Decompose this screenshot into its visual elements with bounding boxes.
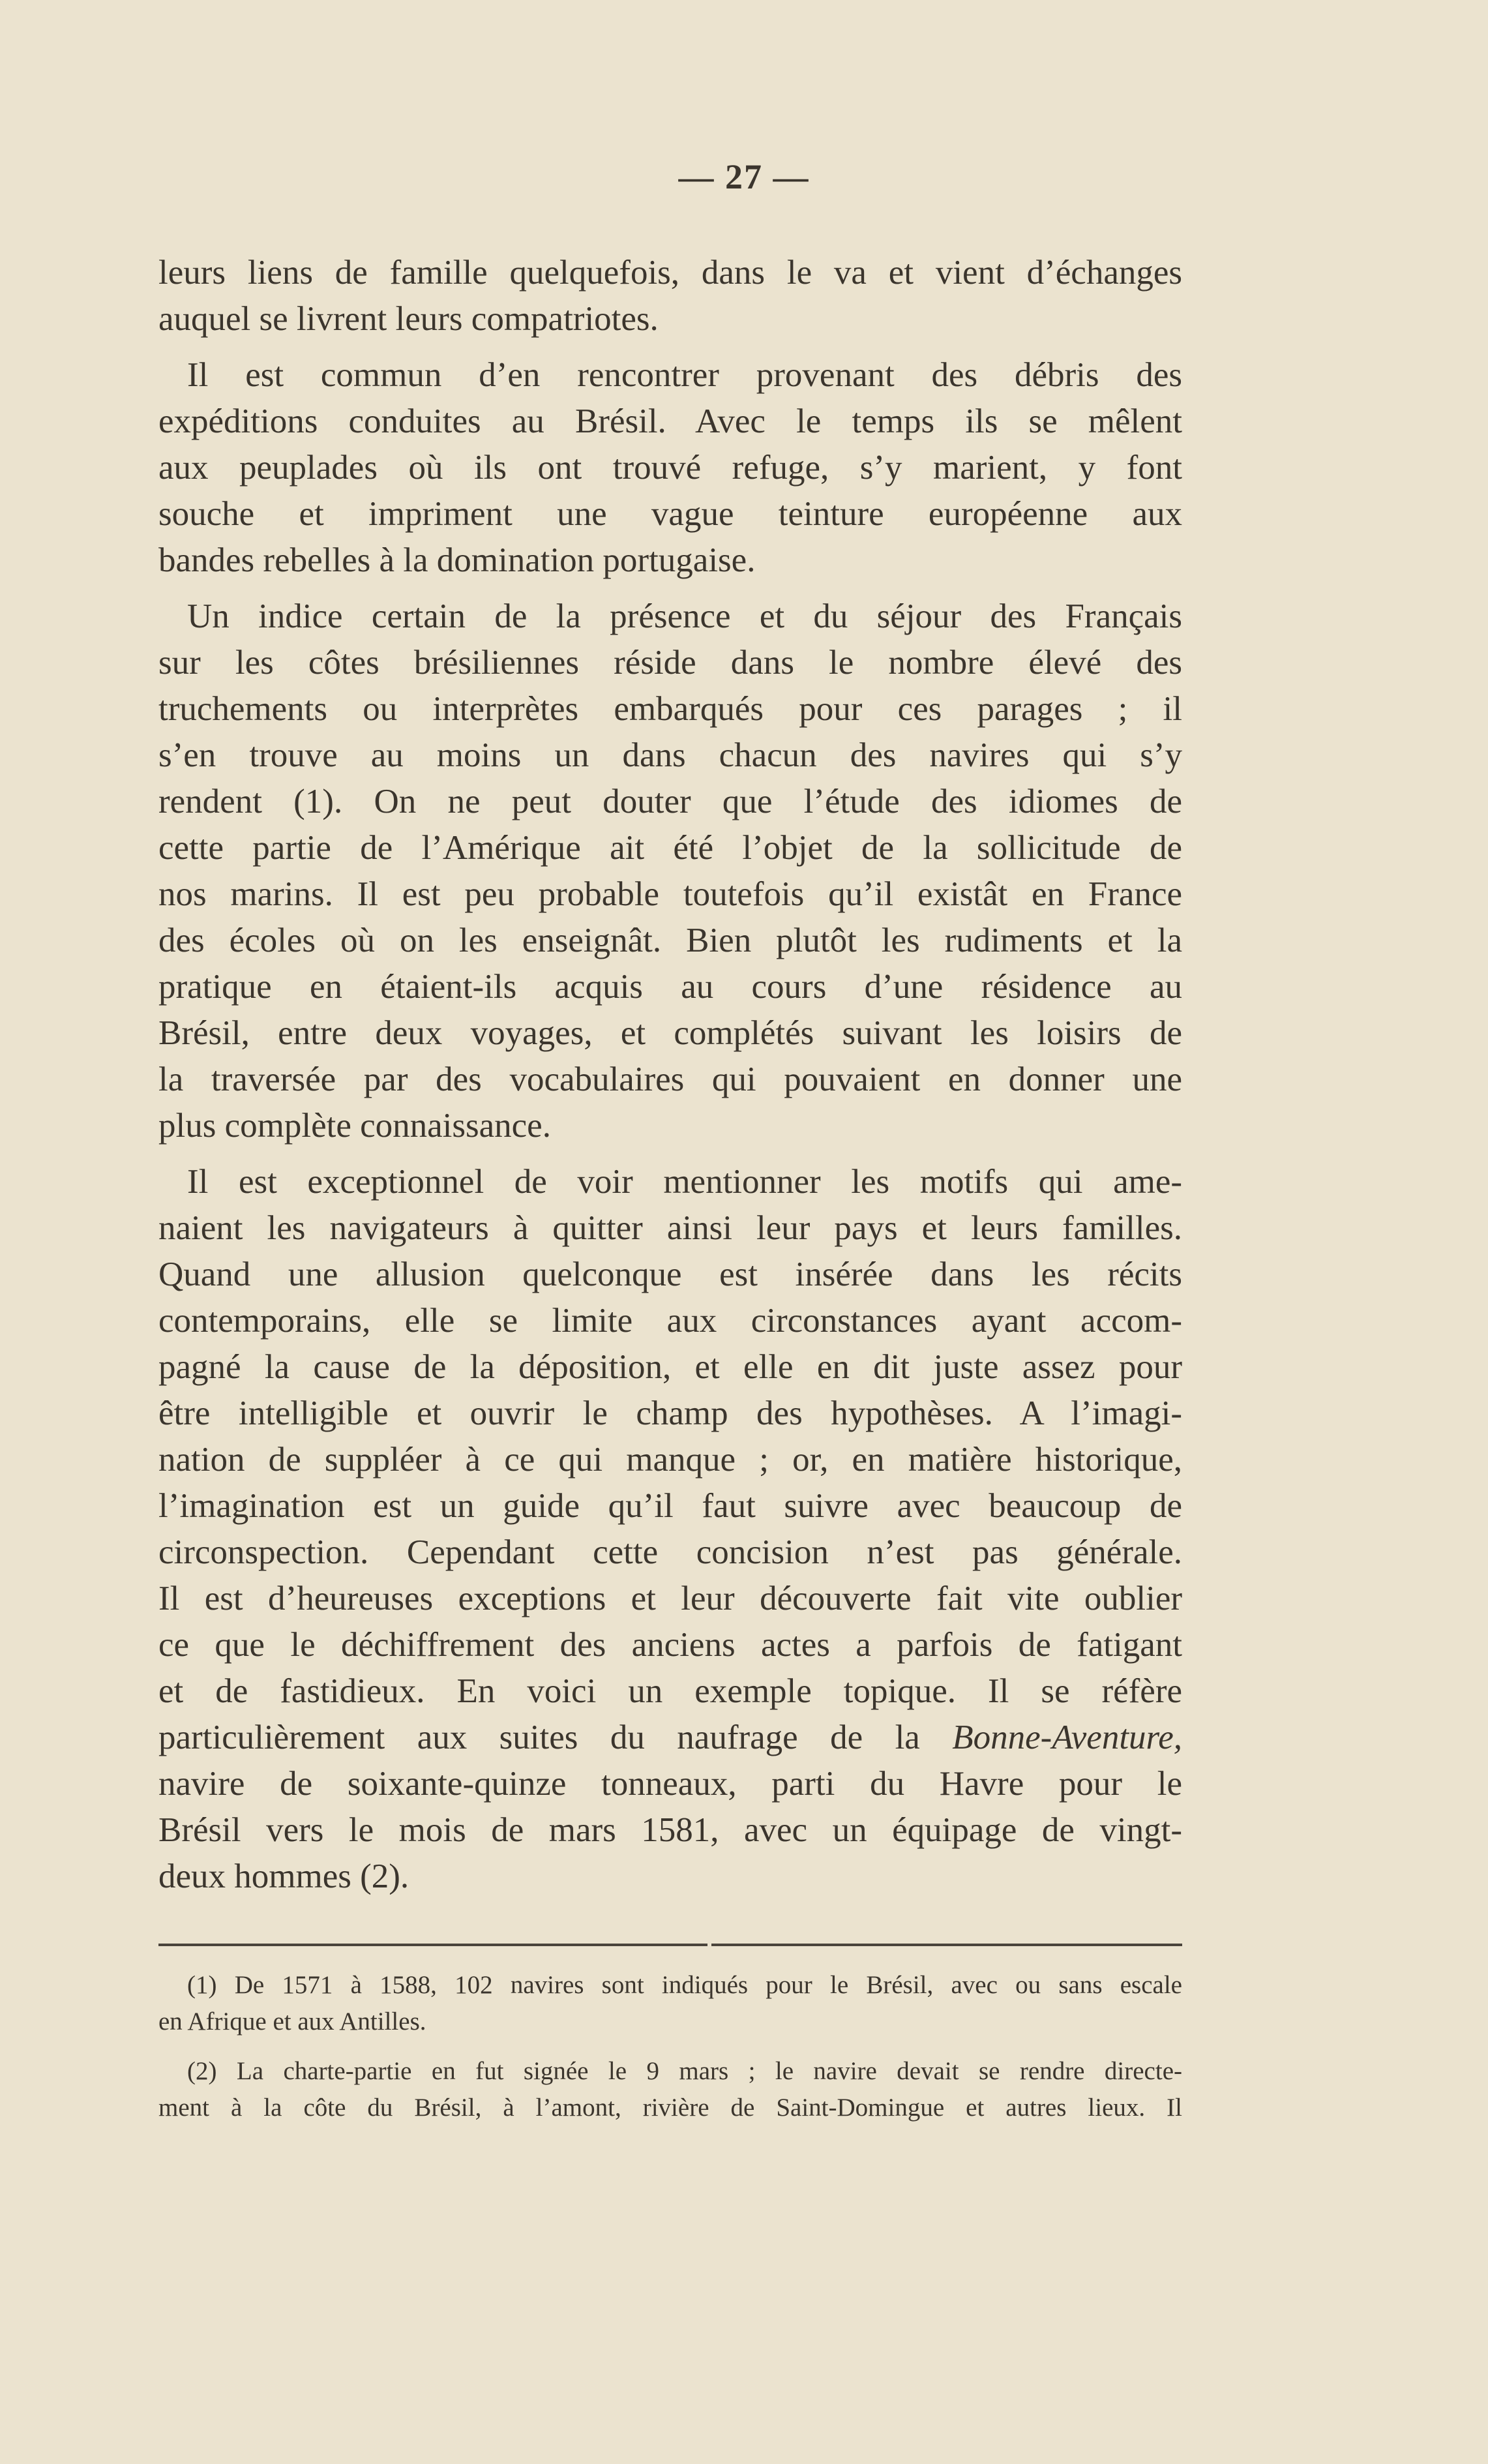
text-line: sur les côtes brésiliennes réside dans le nombre élevé des	[158, 644, 1182, 682]
footnotes	[158, 1967, 1182, 2139]
text-segment: particulièrement aux suites du naufrage de la	[158, 1719, 953, 1756]
text-line: Quand une allusion quelconque est insérée dans les récits	[158, 1255, 1182, 1293]
text-line: Il est exceptionnel de voir mentionner les motifs qui ame-	[187, 1163, 1182, 1201]
footnote	[158, 2053, 1182, 2126]
footnote-line: ment à la côte du Brésil, à l’amont, rivière de Saint-Domingue et autres lieux. Il	[158, 2094, 1182, 2122]
text-line: souche et impriment une vague teinture européenne aux	[158, 495, 1182, 533]
footnote-line: (1) De 1571 à 1588, 102 navires sont indiqués pour le Brésil, avec ou sans escale	[187, 1971, 1182, 1999]
footnote-line: en Afrique et aux Antilles.	[158, 2007, 426, 2036]
paragraph	[158, 352, 1182, 584]
text-line: navire de soixante-quinze tonneaux, parti du Havre pour le	[158, 1765, 1182, 1803]
text-line: Un indice certain de la présence et du séjour des Français	[187, 597, 1182, 635]
text-line: pratique en étaient-ils acquis au cours d’une résidence au	[158, 968, 1182, 1006]
body-text	[158, 250, 1182, 1900]
text-line: circonspection. Cependant cette concision n’est pas générale.	[158, 1533, 1182, 1571]
paragraph	[158, 1159, 1182, 1900]
text-line: Brésil, entre deux voyages, et complétés suivant les loisirs de	[158, 1014, 1182, 1052]
text-line: cette partie de l’Amérique ait été l’objet de la sollicitude de	[158, 829, 1182, 867]
text-line: Brésil vers le mois de mars 1581, avec un équipage de vingt-	[158, 1811, 1182, 1849]
text-line: et de fastidieux. En voici un exemple topique. Il se réfère	[158, 1672, 1182, 1710]
text-line: nos marins. Il est peu probable toutefois qu’il existât en France	[158, 875, 1182, 913]
text-line: des écoles où on les enseignât. Bien plutôt les rudiments et la	[158, 922, 1182, 959]
text-line: ce que le déchiffrement des anciens actes a parfois de fatigant	[158, 1626, 1182, 1664]
paragraph	[158, 593, 1182, 1149]
ship-name: Bonne-Aventure,	[952, 1719, 1182, 1756]
footnote	[158, 1967, 1182, 2040]
text-line: leurs liens de famille quelquefois, dans le va et vient d’échanges	[158, 254, 1182, 292]
text-line: Il est commun d’en rencontrer provenant des débris des	[187, 356, 1182, 394]
text-line: rendent (1). On ne peut douter que l’étude des idiomes de	[158, 783, 1182, 820]
text-line: naient les navigateurs à quitter ainsi leur pays et leurs familles.	[158, 1209, 1182, 1247]
text-line: la traversée par des vocabulaires qui pouvaient en donner une	[158, 1060, 1182, 1098]
text-line: s’en trouve au moins un dans chacun des navires qui s’y	[158, 736, 1182, 774]
text-line: aux peuplades où ils ont trouvé refuge, s’y marient, y font	[158, 449, 1182, 487]
footnote-separator-gap	[707, 1942, 711, 1947]
text-line	[158, 1715, 1182, 1761]
text-line: pagné la cause de la déposition, et elle en dit juste assez pour	[158, 1348, 1182, 1386]
text-line: expéditions conduites au Brésil. Avec le temps ils se mêlent	[158, 402, 1182, 440]
text-line: bandes rebelles à la domination portugaise.	[158, 541, 756, 579]
text-line: truchements ou interprètes embarqués pour ces parages ; il	[158, 690, 1182, 728]
page-number: — 27 —	[678, 157, 810, 196]
text-line: auquel se livrent leurs compatriotes.	[158, 300, 659, 338]
text-line: nation de suppléer à ce qui manque ; or, en matière historique,	[158, 1441, 1182, 1479]
text-line: être intelligible et ouvrir le champ des hypothèses. A l’imagi-	[158, 1394, 1182, 1432]
text-line: Il est d’heureuses exceptions et leur découverte fait vite oublier	[158, 1580, 1182, 1617]
paragraph	[158, 250, 1182, 342]
footnote-separator	[158, 1944, 1182, 1946]
text-line: plus complète connaissance.	[158, 1107, 551, 1145]
footnote-line: (2) La charte-partie en fut signée le 9 mars ; le navire devait se rendre directe-	[187, 2057, 1182, 2085]
text-line: deux hommes (2).	[158, 1857, 409, 1895]
text-line: contemporains, elle se limite aux circonstances ayant accom-	[158, 1302, 1182, 1340]
text-line: l’imagination est un guide qu’il faut suivre avec beaucoup de	[158, 1487, 1182, 1525]
